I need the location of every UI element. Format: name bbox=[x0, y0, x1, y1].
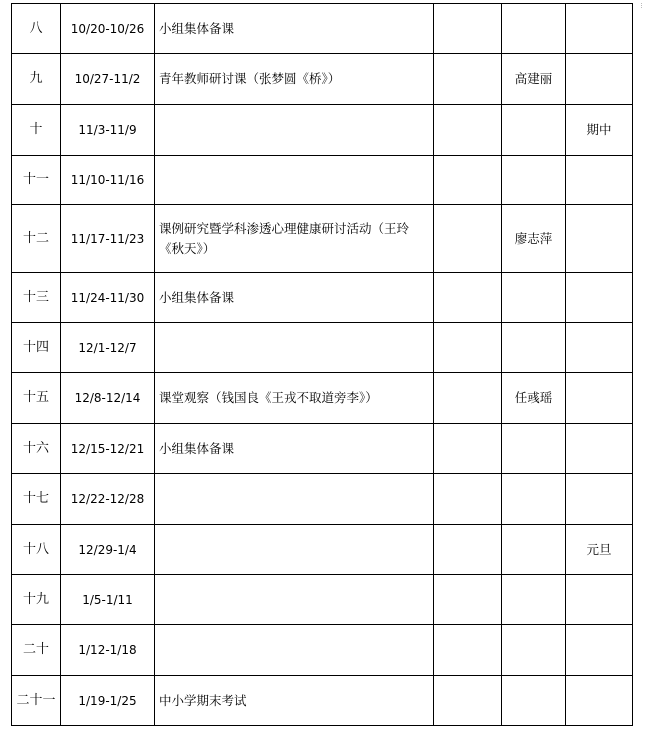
table-row bbox=[12, 4, 633, 54]
week-cell: 八 bbox=[12, 4, 61, 54]
activity-cell bbox=[155, 474, 434, 525]
week-cell: 二十 bbox=[12, 625, 61, 676]
note-cell bbox=[566, 156, 633, 205]
note-cell bbox=[566, 323, 633, 373]
blank-cell bbox=[434, 676, 502, 726]
date-range-cell: 12/8-12/14 bbox=[61, 373, 155, 424]
note-cell bbox=[566, 205, 633, 273]
page-edge-mark bbox=[641, 3, 643, 8]
person-cell: 任彧瑶 bbox=[502, 373, 566, 424]
note-cell: 元旦 bbox=[566, 525, 633, 575]
date-range-cell: 11/3-11/9 bbox=[61, 105, 155, 156]
date-range-cell: 12/15-12/21 bbox=[61, 424, 155, 474]
schedule-table bbox=[11, 3, 633, 726]
blank-cell bbox=[434, 474, 502, 525]
date-range-cell: 11/10-11/16 bbox=[61, 156, 155, 205]
week-cell: 十三 bbox=[12, 273, 61, 323]
date-range-cell: 12/29-1/4 bbox=[61, 525, 155, 575]
blank-cell bbox=[434, 54, 502, 105]
note-cell bbox=[566, 273, 633, 323]
activity-cell: 课堂观察（钱国良《王戎不取道旁李》） bbox=[155, 373, 434, 424]
table-row bbox=[12, 424, 633, 474]
note-cell bbox=[566, 474, 633, 525]
person-cell bbox=[502, 575, 566, 625]
blank-cell bbox=[434, 424, 502, 474]
blank-cell bbox=[434, 273, 502, 323]
week-cell: 十五 bbox=[12, 373, 61, 424]
activity-cell: 小组集体备课 bbox=[155, 273, 434, 323]
date-range-cell: 10/20-10/26 bbox=[61, 4, 155, 54]
blank-cell bbox=[434, 575, 502, 625]
date-range-cell: 10/27-11/2 bbox=[61, 54, 155, 105]
date-range-cell: 12/1-12/7 bbox=[61, 323, 155, 373]
person-cell: 高建丽 bbox=[502, 54, 566, 105]
week-cell: 十九 bbox=[12, 575, 61, 625]
week-cell: 九 bbox=[12, 54, 61, 105]
table-row bbox=[12, 273, 633, 323]
person-cell bbox=[502, 273, 566, 323]
table-row bbox=[12, 575, 633, 625]
table-row bbox=[12, 156, 633, 205]
date-range-cell: 1/12-1/18 bbox=[61, 625, 155, 676]
person-cell bbox=[502, 676, 566, 726]
blank-cell bbox=[434, 373, 502, 424]
person-cell bbox=[502, 156, 566, 205]
person-cell bbox=[502, 4, 566, 54]
activity-cell: 小组集体备课 bbox=[155, 4, 434, 54]
date-range-cell: 1/5-1/11 bbox=[61, 575, 155, 625]
date-range-cell: 1/19-1/25 bbox=[61, 676, 155, 726]
note-cell bbox=[566, 575, 633, 625]
person-cell bbox=[502, 323, 566, 373]
blank-cell bbox=[434, 156, 502, 205]
week-cell: 十八 bbox=[12, 525, 61, 575]
week-cell: 十四 bbox=[12, 323, 61, 373]
blank-cell bbox=[434, 205, 502, 273]
note-cell bbox=[566, 424, 633, 474]
person-cell bbox=[502, 474, 566, 525]
activity-cell bbox=[155, 625, 434, 676]
activity-cell bbox=[155, 323, 434, 373]
table-row bbox=[12, 474, 633, 525]
table-row bbox=[12, 323, 633, 373]
date-range-cell: 11/24-11/30 bbox=[61, 273, 155, 323]
blank-cell bbox=[434, 105, 502, 156]
date-range-cell: 12/22-12/28 bbox=[61, 474, 155, 525]
week-cell: 十七 bbox=[12, 474, 61, 525]
person-cell: 廖志萍 bbox=[502, 205, 566, 273]
note-cell bbox=[566, 54, 633, 105]
week-cell: 十一 bbox=[12, 156, 61, 205]
note-cell: 期中 bbox=[566, 105, 633, 156]
week-cell: 十二 bbox=[12, 205, 61, 273]
blank-cell bbox=[434, 525, 502, 575]
week-cell: 二十一 bbox=[12, 676, 61, 726]
activity-cell: 课例研究暨学科渗透心理健康研讨活动（王玲《秋天》） bbox=[155, 205, 434, 273]
activity-cell: 中小学期末考试 bbox=[155, 676, 434, 726]
blank-cell bbox=[434, 323, 502, 373]
person-cell bbox=[502, 625, 566, 676]
table-row bbox=[12, 54, 633, 105]
note-cell bbox=[566, 4, 633, 54]
table-row bbox=[12, 373, 633, 424]
week-cell: 十 bbox=[12, 105, 61, 156]
blank-cell bbox=[434, 625, 502, 676]
activity-cell bbox=[155, 525, 434, 575]
person-cell bbox=[502, 525, 566, 575]
activity-cell bbox=[155, 156, 434, 205]
activity-cell bbox=[155, 105, 434, 156]
table-row bbox=[12, 676, 633, 726]
person-cell bbox=[502, 424, 566, 474]
table-row bbox=[12, 105, 633, 156]
note-cell bbox=[566, 373, 633, 424]
table-row bbox=[12, 525, 633, 575]
activity-cell: 小组集体备课 bbox=[155, 424, 434, 474]
blank-cell bbox=[434, 4, 502, 54]
person-cell bbox=[502, 105, 566, 156]
week-cell: 十六 bbox=[12, 424, 61, 474]
note-cell bbox=[566, 625, 633, 676]
table-row bbox=[12, 205, 633, 273]
activity-cell bbox=[155, 575, 434, 625]
table-row bbox=[12, 625, 633, 676]
date-range-cell: 11/17-11/23 bbox=[61, 205, 155, 273]
note-cell bbox=[566, 676, 633, 726]
activity-cell: 青年教师研讨课（张梦圆《桥》） bbox=[155, 54, 434, 105]
